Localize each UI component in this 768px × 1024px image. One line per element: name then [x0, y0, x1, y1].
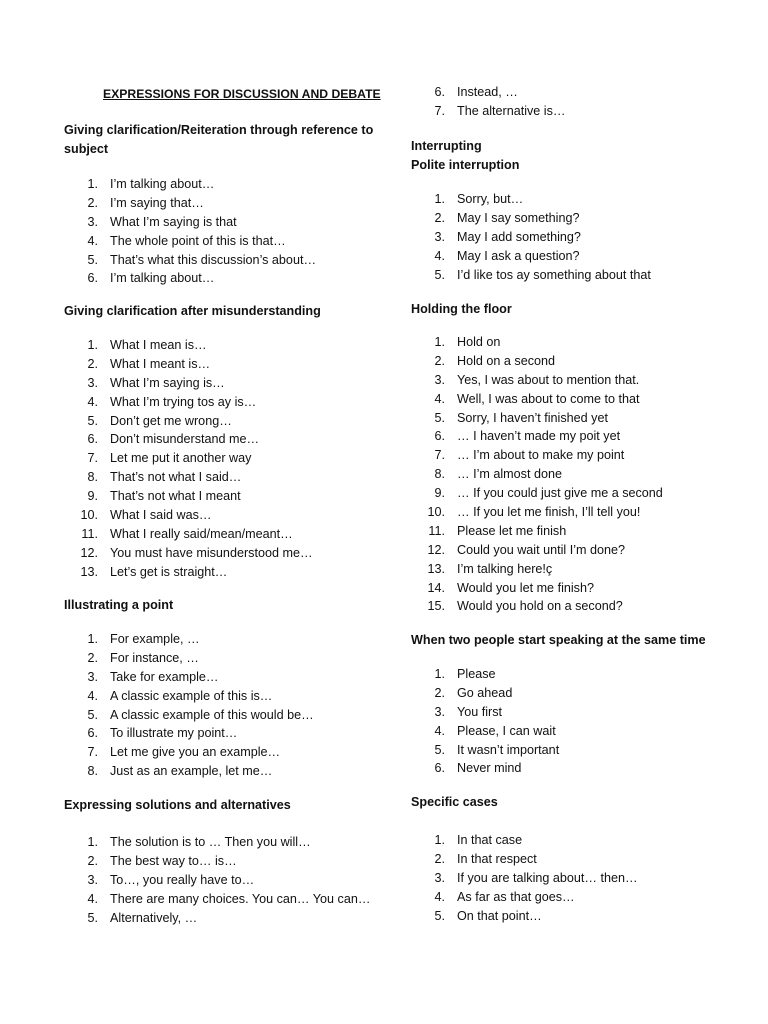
heading-line: Polite interruption [411, 158, 520, 172]
list-item-text: It wasn’t important [457, 742, 560, 757]
list-item-number: 1. [87, 338, 98, 352]
list-item-number: 4. [87, 233, 98, 248]
list-item-number: 3. [434, 704, 445, 719]
list-item-text: I’m talking about… [110, 177, 215, 191]
list-holding-floor [411, 333, 741, 616]
list-item [411, 907, 741, 926]
list-item-text: Alternatively, … [110, 910, 198, 925]
section-heading-holding-floor [411, 300, 741, 319]
list-item-text: May I say something? [457, 210, 580, 225]
list-item-number: 4. [434, 391, 445, 406]
list-item [64, 355, 394, 374]
list-item-number: 9. [87, 489, 98, 504]
list-item [64, 336, 394, 355]
list-item-number: 4. [434, 889, 445, 904]
list-item-number: 3. [87, 872, 98, 887]
section-heading-speaking-same-time [411, 631, 741, 650]
list-item-text: … I’m about to make my point [457, 448, 625, 463]
list-item-text: Would you hold on a second? [457, 599, 623, 614]
list-item-text: Never mind [457, 761, 522, 776]
list-item-text: … If you let me finish, I’ll tell you! [457, 505, 641, 520]
list-item [411, 522, 741, 541]
list-item [411, 684, 741, 703]
list-item-text: I’m saying that… [110, 195, 204, 210]
list-item [411, 831, 741, 850]
list-item [64, 449, 394, 468]
list-item-text: Hold on [457, 335, 501, 349]
list-item-number: 6. [87, 271, 98, 286]
list-item-number: 5. [87, 413, 98, 428]
list-item-text: The solution is to … Then you will… [110, 835, 311, 849]
list-item [411, 102, 741, 121]
list-item [64, 871, 394, 890]
list-item [411, 352, 741, 371]
list-item [64, 743, 394, 762]
list-item-number: 7. [434, 448, 445, 463]
list-item-text: As far as that goes… [457, 889, 575, 904]
list-solutions-continued [411, 83, 741, 121]
list-polite-interruption [411, 190, 741, 284]
list-item-number: 6. [87, 726, 98, 741]
list-item-text: I’m talking here!ç [457, 561, 553, 576]
list-item-text: To…, you really have to… [110, 872, 255, 887]
list-item-number: 1. [87, 632, 98, 646]
list-item [64, 909, 394, 928]
list-item-text: May I ask a question? [457, 248, 580, 263]
heading-line: When two people start speaking at the same time [411, 633, 706, 647]
list-item [64, 724, 394, 743]
list-illustrating-point [64, 630, 394, 781]
list-item [64, 269, 394, 288]
list-item-text: Sorry, but… [457, 192, 524, 206]
list-item-number: 6. [434, 85, 445, 99]
list-item-number: 3. [434, 870, 445, 885]
list-item-number: 6. [434, 429, 445, 444]
list-item-number: 3. [87, 375, 98, 390]
list-item-text: I’d like tos ay something about that [457, 267, 651, 282]
list-item [64, 630, 394, 649]
list-item [411, 390, 741, 409]
list-item-number: 5. [87, 910, 98, 925]
heading-line: Specific cases [411, 795, 498, 809]
heading-line: Expressing solutions and alternatives [64, 798, 291, 812]
list-item-number: 15. [427, 599, 445, 614]
list-clarification-reiteration [64, 175, 394, 288]
list-item-number: 5. [87, 252, 98, 267]
list-item-text: You first [457, 704, 503, 719]
list-item-text: Go ahead [457, 685, 513, 700]
list-item-number: 13. [427, 561, 445, 576]
list-item [411, 446, 741, 465]
list-item-number: 7. [87, 745, 98, 760]
list-item [411, 83, 741, 102]
list-item-number: 4. [434, 723, 445, 738]
list-item [411, 850, 741, 869]
list-item-number: 11. [428, 523, 445, 538]
section-heading-interrupting [411, 137, 741, 175]
list-item-number: 2. [87, 356, 98, 371]
list-item-text: I’m talking about… [110, 271, 215, 286]
list-item-text: What I’m saying is… [110, 375, 225, 390]
list-item-text: Take for example… [110, 669, 219, 684]
list-item-text: Yes, I was about to mention that. [457, 372, 640, 387]
list-item-number: 5. [434, 742, 445, 757]
list-item-text: For instance, … [110, 650, 199, 665]
list-item [411, 333, 741, 352]
list-item [411, 266, 741, 285]
list-item-number: 3. [434, 229, 445, 244]
list-item-number: 7. [434, 103, 445, 118]
list-item [411, 541, 741, 560]
section-heading-clarification-misunderstanding [64, 302, 394, 321]
list-item [64, 175, 394, 194]
list-item-text: Well, I was about to come to that [457, 391, 640, 406]
heading-line: Giving clarification after misunderstanding [64, 304, 321, 318]
list-item [64, 706, 394, 725]
heading-line: Interrupting [411, 139, 482, 153]
list-item-text: That’s not what I said… [110, 470, 242, 485]
list-item-text: … I’m almost done [457, 467, 562, 482]
list-item [411, 503, 741, 522]
list-item-number: 2. [87, 853, 98, 868]
heading-line: Holding the floor [411, 302, 512, 316]
list-speaking-same-time [411, 665, 741, 778]
list-item [411, 741, 741, 760]
list-item-number: 5. [87, 707, 98, 722]
list-item-text: For example, … [110, 632, 200, 646]
list-item-number: 6. [87, 432, 98, 447]
list-item [64, 232, 394, 251]
list-item [411, 190, 741, 209]
list-item-number: 5. [434, 410, 445, 425]
list-item [64, 468, 394, 487]
list-item [411, 371, 741, 390]
list-specific-cases [411, 831, 741, 925]
list-item-text: In that respect [457, 851, 537, 866]
list-item [64, 487, 394, 506]
list-item [411, 869, 741, 888]
list-item-text: What I’m trying tos ay is… [110, 394, 257, 409]
list-item [64, 649, 394, 668]
list-item-number: 1. [434, 833, 445, 847]
list-item [64, 668, 394, 687]
list-item [411, 888, 741, 907]
list-item [64, 194, 394, 213]
section-heading-solutions-alternatives [64, 796, 394, 815]
document-title: EXPRESSIONS FOR DISCUSSION AND DEBATE [103, 87, 381, 101]
list-item-number: 12. [427, 542, 445, 557]
list-item-number: 2. [87, 195, 98, 210]
list-item-number: 5. [434, 267, 445, 282]
list-item [64, 544, 394, 563]
list-item [64, 412, 394, 431]
list-item-number: 1. [434, 667, 445, 681]
list-item [64, 852, 394, 871]
list-item-text: Please let me finish [457, 523, 567, 538]
list-item [411, 560, 741, 579]
list-item-number: 14. [427, 580, 445, 595]
list-item-text: What I mean is… [110, 338, 207, 352]
list-item-text: What I really said/mean/meant… [110, 526, 293, 541]
list-item-number: 7. [87, 451, 98, 466]
list-item-text: Could you wait until I’m done? [457, 542, 626, 557]
list-item-text: Sorry, I haven’t finished yet [457, 410, 608, 425]
list-item-number: 4. [87, 394, 98, 409]
list-item [64, 430, 394, 449]
list-item-text: Just as an example, let me… [110, 764, 273, 779]
heading-line: subject [64, 142, 109, 156]
list-item-number: 3. [434, 372, 445, 387]
list-solutions-alternatives [64, 833, 394, 927]
list-item-number: 5. [434, 908, 445, 923]
list-item-number: 12. [80, 545, 98, 560]
list-item-text: The best way to… is… [110, 853, 237, 868]
list-item [64, 762, 394, 781]
list-item-text: The whole point of this is that… [110, 233, 286, 248]
list-item [64, 506, 394, 525]
list-item [64, 213, 394, 232]
list-item-text: Please, I can wait [457, 723, 556, 738]
list-item [411, 247, 741, 266]
list-item [411, 465, 741, 484]
list-item-number: 9. [434, 486, 445, 501]
list-item-number: 3. [87, 214, 98, 229]
list-item [64, 251, 394, 270]
list-item-text: Let me give you an example… [110, 745, 281, 760]
list-item [411, 579, 741, 598]
list-item-number: 3. [87, 669, 98, 684]
list-item-text: There are many choices. You can… You can… [110, 891, 371, 906]
list-item-text: Instead, … [457, 85, 518, 99]
list-item-text: Please [457, 667, 496, 681]
list-item-text: What I meant is… [110, 356, 211, 371]
list-item [64, 833, 394, 852]
list-item-number: 1. [434, 335, 445, 349]
list-item-number: 1. [87, 177, 98, 191]
list-item-text: … If you could just give me a second [457, 486, 663, 501]
list-item [411, 722, 741, 741]
list-item-text: On that point… [457, 908, 542, 923]
list-item-text: May I add something? [457, 229, 581, 244]
list-item-text: What I said was… [110, 508, 212, 523]
list-item-number: 2. [434, 210, 445, 225]
list-item-number: 1. [434, 192, 445, 206]
list-item [411, 484, 741, 503]
list-item [64, 687, 394, 706]
list-item-text: What I’m saying is that [110, 214, 237, 229]
list-item-text: In that case [457, 833, 523, 847]
list-item-text: Hold on a second [457, 353, 556, 368]
list-item-number: 4. [87, 891, 98, 906]
list-item-text: The alternative is… [457, 103, 566, 118]
list-item-text: That’s not what I meant [110, 489, 241, 504]
list-item-number: 2. [434, 851, 445, 866]
list-item-number: 8. [87, 764, 98, 779]
list-item-number: 1. [87, 835, 98, 849]
list-item-number: 11. [81, 526, 98, 541]
list-item-number: 2. [434, 685, 445, 700]
list-item-number: 10. [427, 505, 445, 520]
list-item [411, 759, 741, 778]
list-item-number: 8. [87, 470, 98, 485]
list-item-text: To illustrate my point… [110, 726, 238, 741]
heading-line: Illustrating a point [64, 598, 174, 612]
list-item-text: Don’t misunderstand me… [110, 432, 260, 447]
list-item-text: You must have misunderstood me… [110, 545, 313, 560]
section-heading-specific-cases [411, 793, 741, 812]
list-item [64, 563, 394, 582]
list-item-number: 2. [434, 353, 445, 368]
list-item-text: Don’t get me wrong… [110, 413, 232, 428]
list-item-text: … I haven’t made my poit yet [457, 429, 621, 444]
list-item [64, 525, 394, 544]
list-item-number: 8. [434, 467, 445, 482]
list-item-text: Let me put it another way [110, 451, 252, 466]
list-item-number: 10. [80, 508, 98, 523]
list-item-number: 6. [434, 761, 445, 776]
list-item [411, 703, 741, 722]
list-item [411, 409, 741, 428]
section-heading-clarification-reiteration [64, 121, 394, 159]
list-item [64, 393, 394, 412]
list-item [411, 209, 741, 228]
list-item [411, 597, 741, 616]
list-item-text: A classic example of this would be… [110, 707, 314, 722]
heading-line: Giving clarification/Reiteration through reference to [64, 123, 374, 137]
list-item [411, 665, 741, 684]
list-item-text: That’s what this discussion’s about… [110, 252, 317, 267]
list-item-text: Let’s get is straight… [110, 564, 228, 579]
list-item [64, 374, 394, 393]
list-item-text: A classic example of this is… [110, 688, 273, 703]
list-item-number: 13. [80, 564, 98, 579]
list-item-number: 4. [434, 248, 445, 263]
list-item-number: 4. [87, 688, 98, 703]
section-heading-illustrating-point [64, 596, 394, 615]
list-item [64, 890, 394, 909]
list-item [411, 427, 741, 446]
list-item-number: 2. [87, 650, 98, 665]
list-item-text: If you are talking about… then… [457, 870, 638, 885]
list-item [411, 228, 741, 247]
list-clarification-misunderstanding [64, 336, 394, 582]
list-item-text: Would you let me finish? [457, 580, 594, 595]
